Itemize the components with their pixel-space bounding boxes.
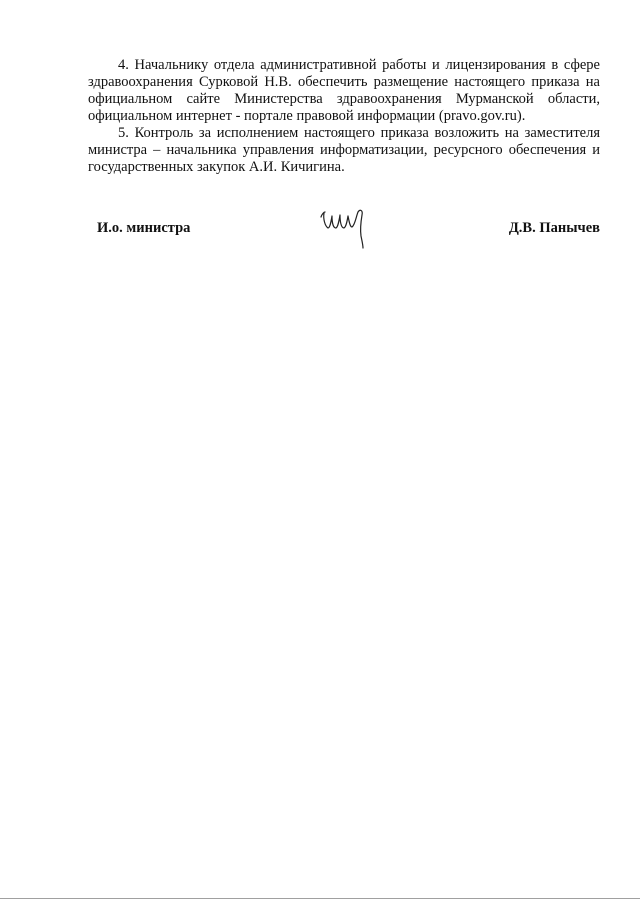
paragraph-4 bbox=[88, 57, 600, 125]
paragraph-line: здравоохранения Сурковой Н.В. обеспечить размещение настоящего приказа на bbox=[88, 74, 600, 90]
paragraph-line: официальном сайте Министерства здравоохранения Мурманской области, bbox=[88, 91, 600, 107]
signature bbox=[318, 203, 378, 249]
paragraph-5 bbox=[88, 125, 600, 176]
page-edge-line bbox=[0, 898, 640, 899]
paragraph-line: министра – начальника управления информатизации, ресурсного обеспечения и bbox=[88, 142, 600, 158]
signature-stroke bbox=[321, 210, 363, 248]
paragraph-line: 4. Начальнику отдела административной работы и лицензирования в сфере bbox=[118, 57, 600, 73]
paragraph-line: официальном интернет - портале правовой информации (pravo.gov.ru). bbox=[88, 108, 526, 124]
signatory-title: И.о. министра bbox=[97, 220, 191, 236]
paragraph-line: 5. Контроль за исполнением настоящего приказа возложить на заместителя bbox=[118, 125, 600, 141]
signatory-name: Д.В. Панычев bbox=[508, 220, 600, 236]
document-body bbox=[88, 57, 600, 176]
paragraph-line: государственных закупок А.И. Кичигина. bbox=[88, 159, 345, 175]
